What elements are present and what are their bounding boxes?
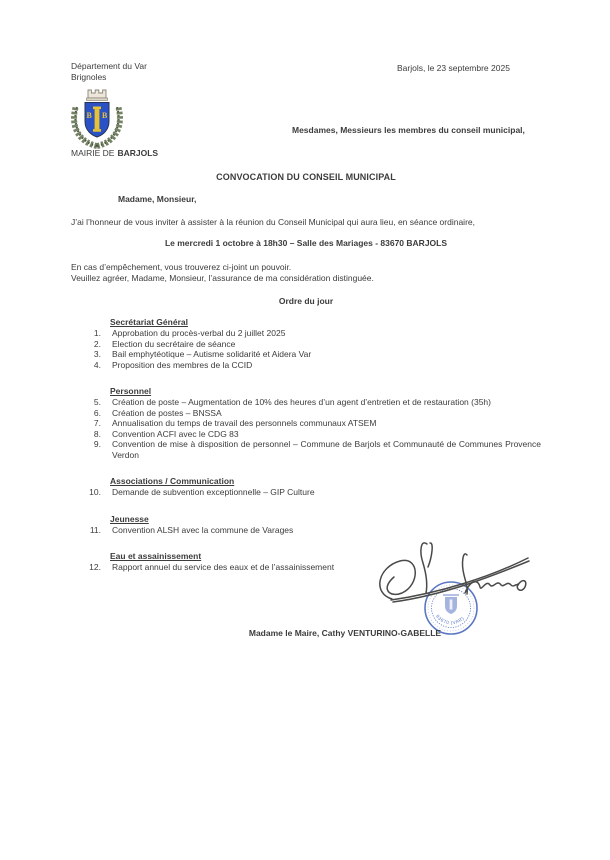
agenda-section-associations xyxy=(71,476,541,498)
agenda-item xyxy=(71,418,541,429)
mairie-name: BARJOLS xyxy=(117,148,159,158)
section-heading: Secrétariat Général xyxy=(110,317,188,327)
item-text: Bail emphytéotique – Autisme solidarité et Aidera Var xyxy=(112,349,312,359)
note-pouvoir: En cas d’empêchement, vous trouverez ci-joint un pouvoir. xyxy=(71,262,292,272)
salutation: Madame, Monsieur, xyxy=(118,194,197,204)
section-heading: Eau et assainissement xyxy=(110,551,202,561)
stamp-text: 83670 (VAR) xyxy=(434,613,466,626)
item-number: 3. xyxy=(93,349,101,359)
agenda-item xyxy=(71,349,541,360)
mairie-line xyxy=(71,148,158,159)
item-number: 1. xyxy=(93,328,101,338)
item-text: Election du secrétaire de séance xyxy=(112,338,236,349)
agenda-item xyxy=(71,360,541,371)
section-heading: Associations / Communication xyxy=(110,476,235,486)
agenda-section-jeunesse xyxy=(71,514,541,536)
item-number: 6. xyxy=(93,407,101,418)
svg-text:B: B xyxy=(102,111,108,120)
agenda-section-secretariat xyxy=(71,317,541,370)
item-text: Demande de subvention exceptionnelle – GIP Culture xyxy=(112,487,315,497)
item-text: Convention de mise à disposition de personnel – Commune de Barjols et Communauté de Communes Provence Verdon xyxy=(112,439,541,460)
agenda-section-personnel xyxy=(71,386,541,460)
item-text: Approbation du procès-verbal du 2 juillet 2025 xyxy=(112,328,286,338)
agenda-title: Ordre du jour xyxy=(278,296,334,306)
item-text: Proposition des membres de la CCID xyxy=(112,359,253,370)
intro-paragraph: J’ai l’honneur de vous inviter à assister à la réunion du Conseil Municipal qui aura lieu, en séance ordinaire, xyxy=(71,217,475,227)
sender-block xyxy=(71,61,147,82)
agenda-item xyxy=(71,408,541,419)
item-number: 12. xyxy=(89,562,101,572)
item-number: 7. xyxy=(93,418,101,428)
item-number: 2. xyxy=(93,338,101,349)
mayor-signature-line: Madame le Maire, Cathy VENTURINO-GABELLE xyxy=(248,628,442,638)
sender-city: Brignoles xyxy=(71,71,107,82)
signature-and-stamp xyxy=(370,535,540,635)
sender-department: Département du Var xyxy=(71,61,147,71)
section-heading: Jeunesse xyxy=(110,513,149,524)
agenda-item xyxy=(71,397,541,408)
item-number: 10. xyxy=(89,487,101,497)
item-number: 4. xyxy=(93,359,101,370)
item-number: 11. xyxy=(89,524,101,535)
agenda-item xyxy=(71,328,541,339)
agenda-item xyxy=(71,487,541,498)
item-text: Annualisation du temps de travail des personnels communaux ATSEM xyxy=(112,418,377,428)
agenda-item xyxy=(71,339,541,350)
item-number: 9. xyxy=(93,439,101,449)
agenda-item xyxy=(71,429,541,440)
svg-text:B: B xyxy=(86,111,92,120)
notes-block xyxy=(71,262,541,283)
item-text: Rapport annuel du service des eaux et de l’assainissement xyxy=(112,562,335,572)
item-number: 8. xyxy=(93,428,101,439)
handwritten-signature xyxy=(380,543,529,602)
note-salutation: Veuillez agréer, Madame, Monsieur, l’assurance de ma considération distinguée. xyxy=(71,272,374,283)
item-text: Création de postes – BNSSA xyxy=(112,407,222,418)
mairie-prefix: MAIRIE DE xyxy=(71,148,115,158)
item-number: 5. xyxy=(93,397,101,407)
item-text: Création de poste – Augmentation de 10% des heures d’un agent d’entretien et de restauration (35h) xyxy=(112,397,491,407)
agenda-item xyxy=(71,525,541,536)
item-text: Convention ACFI avec le CDG 83 xyxy=(112,428,239,439)
recipients-line: Mesdames, Messieurs les membres du conseil municipal, xyxy=(292,125,525,135)
date-line: Barjols, le 23 septembre 2025 xyxy=(397,63,510,73)
section-heading: Personnel xyxy=(110,386,152,396)
item-text: Convention ALSH avec la commune de Varages xyxy=(112,524,294,535)
meeting-date-line: Le mercredi 1 octobre à 18h30 – Salle des Mariages - 83670 BARJOLS xyxy=(164,238,448,248)
barjols-coat-of-arms-icon xyxy=(66,85,128,152)
document-title: CONVOCATION DU CONSEIL MUNICIPAL xyxy=(216,172,396,182)
agenda-item xyxy=(71,439,541,460)
